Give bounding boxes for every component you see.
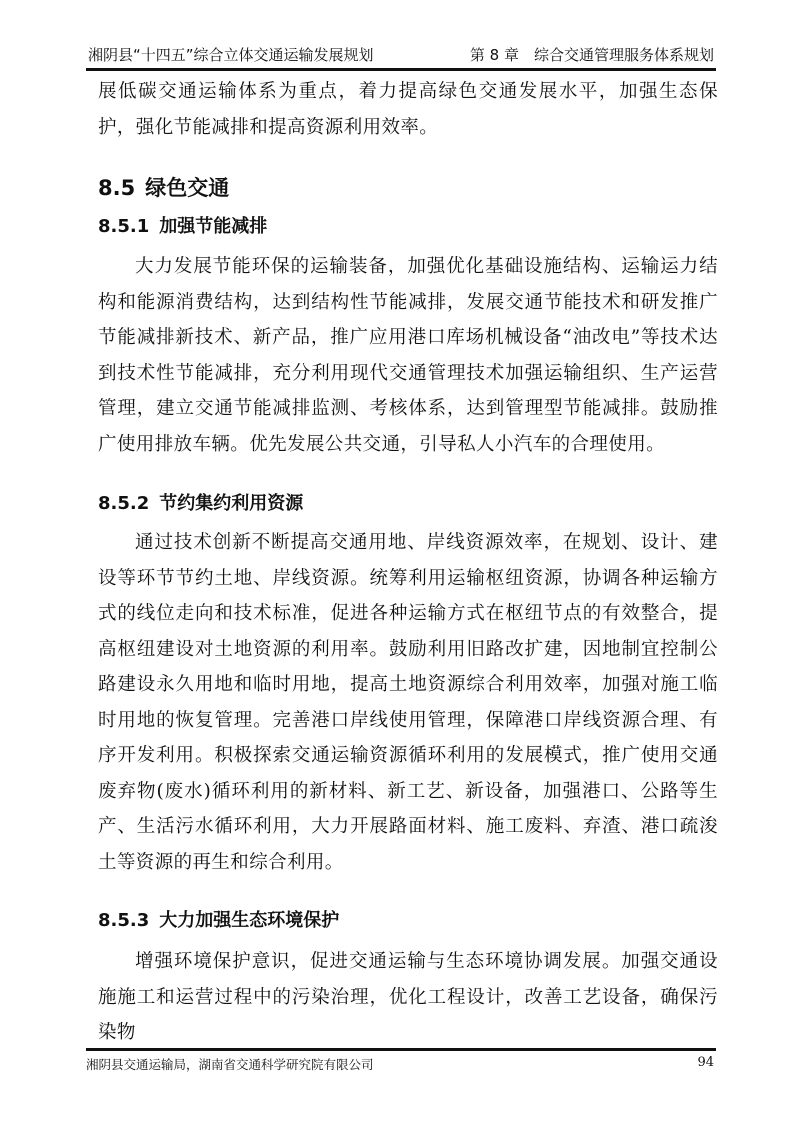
header-rule [86,68,716,71]
subsection-body-2 [98,525,718,880]
page-number: 94 [697,1055,714,1070]
subsection-title: 节约集约利用资源 [159,493,304,514]
subsection-title: 加强节能减排 [159,216,268,237]
page-header [86,42,716,68]
subsection-number: 8.5.2 [98,493,150,514]
section-number: 8.5 [98,176,136,200]
page-footer [86,1055,716,1073]
subsection-body-1 [98,249,718,462]
header-document-title: 湘阴县“十四五”综合立体交通运输发展规划 [88,46,374,64]
intro-paragraph-block [98,74,718,145]
paragraph: 增强环境保护意识，促进交通运输与生态环境协调发展。加强交通设施施工和运营过程中的污染治理，优化工程设计，改善工艺设备，确保污染物 [98,951,718,1043]
subsection-title: 大力加强生态环境保护 [159,910,340,931]
subsection-heading-3 [98,906,339,932]
subsection-body-3 [98,944,718,1051]
paragraph: 大力发展节能环保的运输装备，加强优化基础设施结构、运输运力结构和能源消费结构，达到结构性节能减排，发展交通节能技术和研发推广节能减排新技术、新产品，推广应用港口库场机械设备“油改电”等技术达到技术性节能减排，充分利用现代交通管理技术加强运输组织、生产运营管理，建立交通节能减排监测、考核体系，达到管理型节能减排。鼓励推广使用排放车辆。优先发展公共交通，引导私人小汽车的合理使用。 [98,256,718,455]
footer-organizations: 湘阴县交通运输局，湖南省交通科学研究院有限公司 [86,1057,374,1072]
header-chapter-title: 第 8 章 综合交通管理服务体系规划 [469,46,714,64]
section-title: 绿色交通 [145,176,230,200]
intro-paragraph: 展低碳交通运输体系为重点，着力提高绿色交通发展水平，加强生态保护，强化节能减排和提高资源利用效率。 [98,81,718,138]
subsection-number: 8.5.3 [98,910,150,931]
footer-rule [86,1048,716,1051]
subsection-number: 8.5.1 [98,216,150,237]
subsection-heading-1 [98,212,267,238]
subsection-heading-2 [98,489,303,515]
section-heading [98,172,229,202]
paragraph: 通过技术创新不断提高交通用地、岸线资源效率，在规划、设计、建设等环节节约土地、岸线资源。统筹利用运输枢纽资源，协调各种运输方式的线位走向和技术标准，促进各种运输方式在枢纽节点的有效整合，提高枢纽建设对土地资源的利用率。鼓励利用旧路改扩建，因地制宜控制公路建设永久用地和临时用地，提高土地资源综合利用效率，加强对施工临时用地的恢复管理。完善港口岸线使用管理，保障港口岸线资源合理、有序开发利用。积极探索交通运输资源循环利用的发展模式，推广使用交通废弃物(废水)循环利用的新材料、新工艺、新设备，加强港口、公路等生产、生活污水循环利用，大力开展路面材料、施工废料、弃渣、港口疏浚土等资源的再生和综合利用。 [98,532,718,873]
